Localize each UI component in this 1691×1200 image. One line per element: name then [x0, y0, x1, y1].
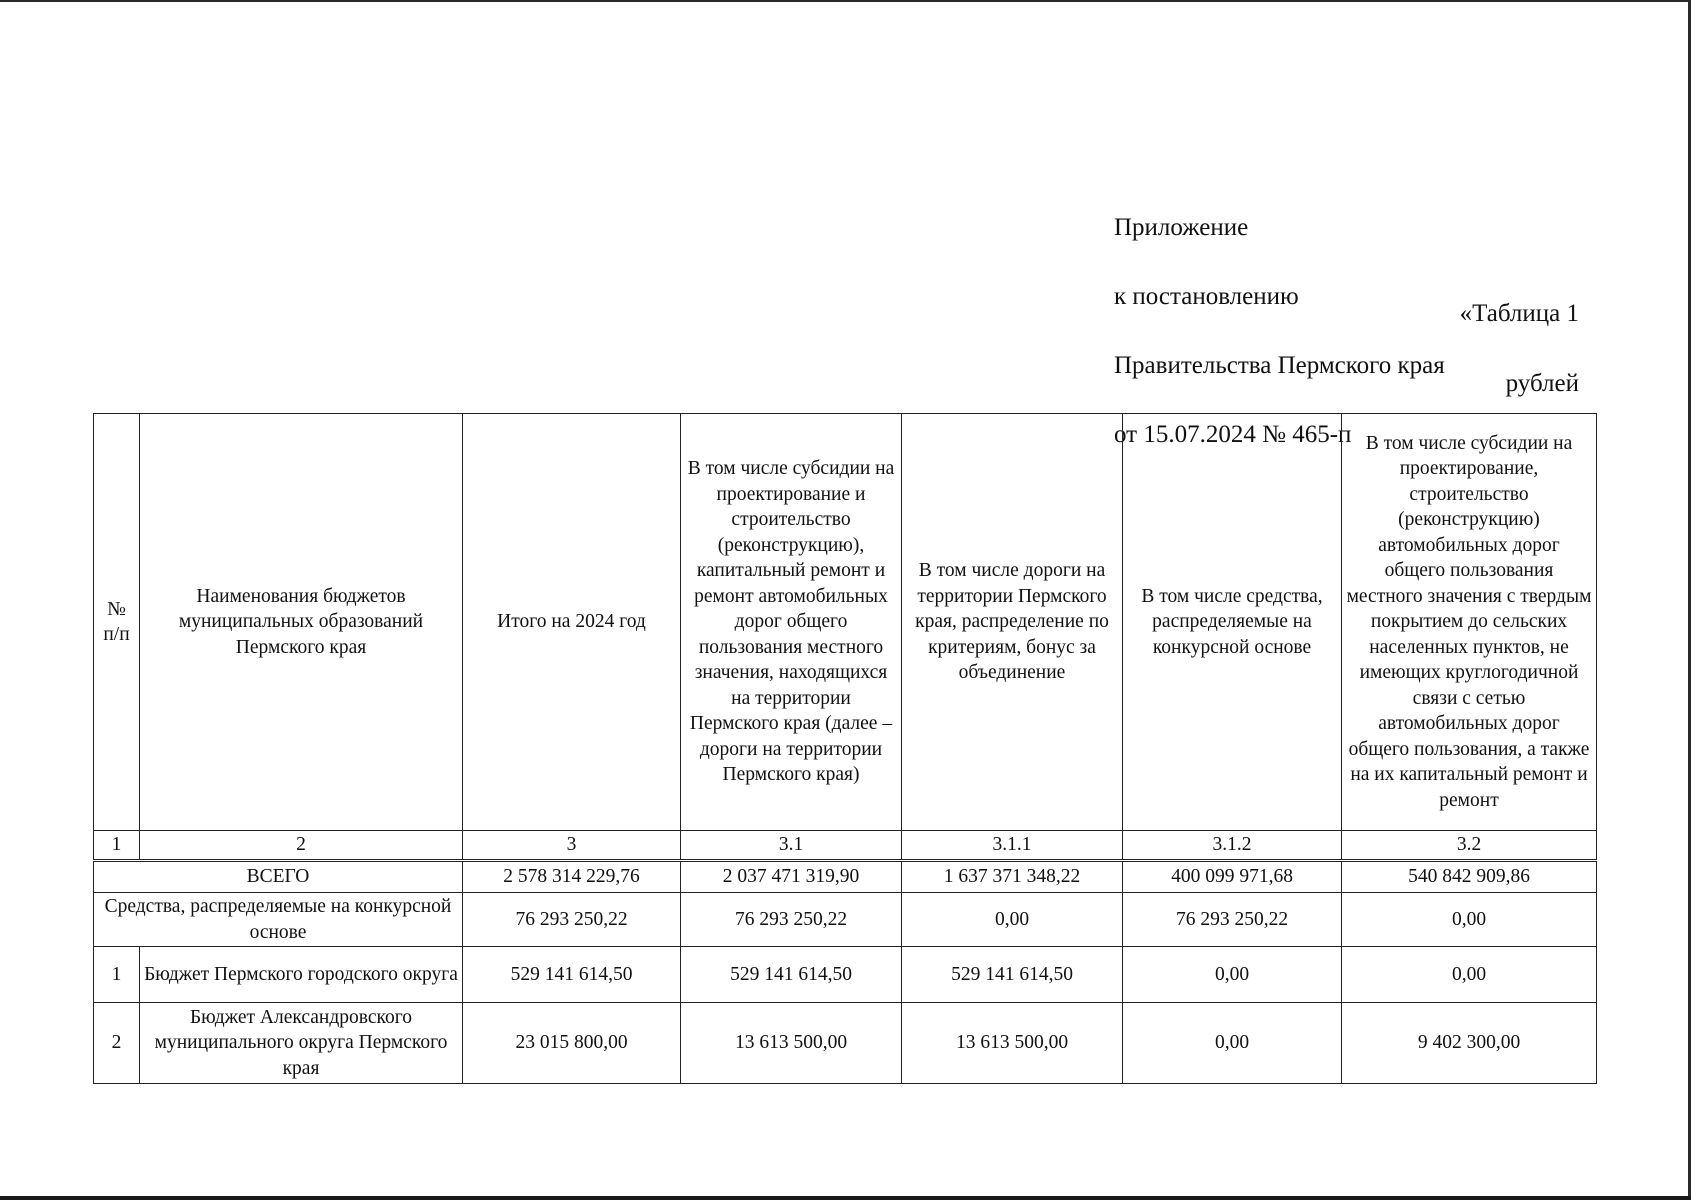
table-cell: 2 578 314 229,76 [463, 861, 681, 893]
column-number-row [94, 831, 1597, 861]
table-label: «Таблица 1 [1459, 300, 1579, 327]
table-cell: 13 613 500,00 [681, 1003, 902, 1084]
table-cell: 76 293 250,22 [1123, 893, 1342, 947]
column-number: 1 [94, 831, 140, 861]
units-label: рублей [1505, 370, 1579, 397]
column-header-total-2024: Итого на 2024 год [463, 414, 681, 831]
column-header-budget-name: Наименования бюджетов муниципальных образований Пермского края [140, 414, 463, 831]
appendix-reference: к постановлению [1114, 283, 1299, 310]
column-header-criteria-bonus: В том числе дороги на территории Пермского края, распределение по критериям, бонус за объединение [902, 414, 1123, 831]
column-header-competitive: В том числе средства, распределяемые на конкурсной основе [1123, 414, 1342, 831]
table-cell: 2 037 471 319,90 [681, 861, 902, 893]
column-header-rural-roads: В том числе субсидии на проектирование, строительство (реконструкцию) автомобильных дорог общего пользования местного значения с твердым покрытием до сельских населенных пунктов, не имеющих круглогодичной связи с сетью автомобильных дорог общего пользования, а также на их капитальный ремонт и ремонт [1342, 414, 1597, 831]
page-bottom-border [0, 1196, 1691, 1200]
table-cell: 0,00 [1123, 1003, 1342, 1084]
table-cell: 0,00 [1123, 947, 1342, 1003]
table-cell: 23 015 800,00 [463, 1003, 681, 1084]
table-row [94, 947, 1597, 1003]
appendix-authority: Правительства Пермского края [1114, 352, 1445, 379]
table-cell: 1 637 371 348,22 [902, 861, 1123, 893]
column-number: 3.1.2 [1123, 831, 1342, 861]
budget-name: Бюджет Александровского муниципального округа Пермского края [140, 1003, 463, 1084]
table-header-row [94, 414, 1597, 831]
total-row [94, 861, 1597, 893]
total-label: ВСЕГО [94, 861, 463, 893]
row-number: 2 [94, 1003, 140, 1084]
row-number: 1 [94, 947, 140, 1003]
column-number: 2 [140, 831, 463, 861]
competitive-funds-label: Средства, распределяемые на конкурсной основе [94, 893, 463, 947]
table-cell: 0,00 [1342, 893, 1597, 947]
table-cell: 540 842 909,86 [1342, 861, 1597, 893]
table-cell: 76 293 250,22 [463, 893, 681, 947]
table-cell: 76 293 250,22 [681, 893, 902, 947]
column-header-road-subsidies: В том числе субсидии на проектирование и строительство (реконструкцию), капитальный ремонт и ремонт автомобильных дорог общего пользования местного значения, находящихся на территории Пермского края (далее – дороги на территории Пермского края) [681, 414, 902, 831]
table-cell: 529 141 614,50 [681, 947, 902, 1003]
table-cell: 529 141 614,50 [463, 947, 681, 1003]
column-number: 3 [463, 831, 681, 861]
column-number: 3.1 [681, 831, 902, 861]
appendix-title: Приложение [1114, 214, 1249, 241]
column-number: 3.2 [1342, 831, 1597, 861]
table-cell: 0,00 [1342, 947, 1597, 1003]
table-row [94, 1003, 1597, 1084]
table-cell: 529 141 614,50 [902, 947, 1123, 1003]
table-cell: 0,00 [902, 893, 1123, 947]
column-header-number: № п/п [94, 414, 140, 831]
table-cell: 400 099 971,68 [1123, 861, 1342, 893]
appendix-date-number: от 15.07.2024 № 465-п [1114, 421, 1352, 448]
budget-table [93, 413, 1597, 1084]
competitive-funds-row [94, 893, 1597, 947]
table-cell: 9 402 300,00 [1342, 1003, 1597, 1084]
page-top-border [0, 0, 1691, 3]
column-number: 3.1.1 [902, 831, 1123, 861]
budget-name: Бюджет Пермского городского округа [140, 947, 463, 1003]
table-cell: 13 613 500,00 [902, 1003, 1123, 1084]
